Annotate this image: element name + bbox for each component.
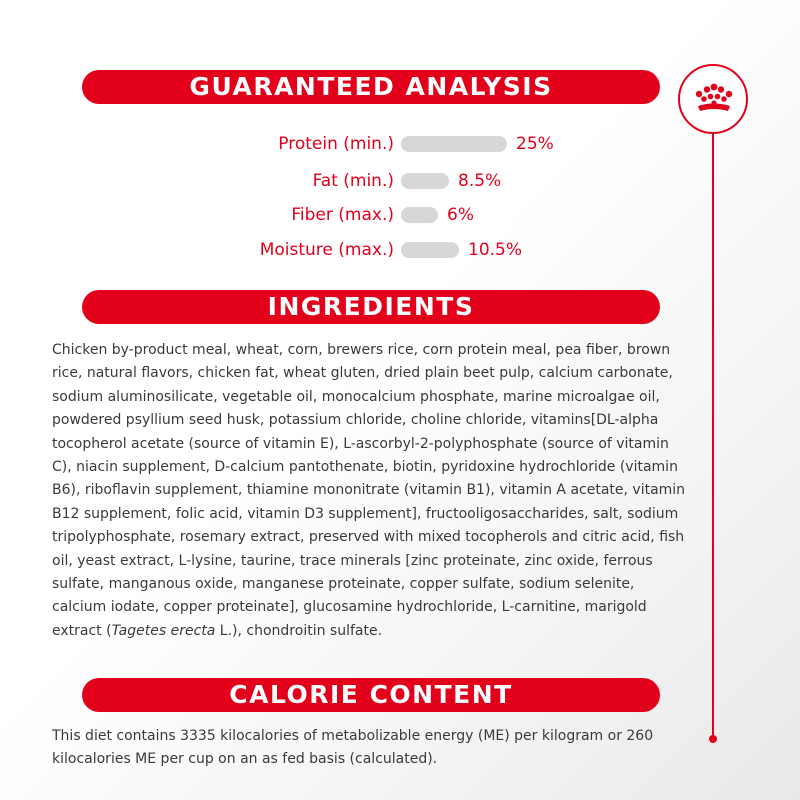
analysis-row-moisture	[0, 237, 800, 263]
analysis-bar	[401, 136, 507, 152]
ingredients-text-main: Chicken by-product meal, wheat, corn, brewers rice, corn protein meal, pea fiber, brown rice, natural flavors, chicken fat, wheat gluten, dried plain beet pulp, calcium carbonate, sodium aluminosilicate, vegetable oil, monocalcium phosphate, marine microalgae oil, powdered psyllium seed husk, potassium chloride, choline chloride, vitamins[DL-alpha tocopherol acetate (source of vitamin E), L-ascorbyl-2-polyphosphate (source of vitamin C), niacin supplement, D-calcium pantothenate, biotin, pyridoxine hydrochloride (vitamin B6), riboflavin supplement, thiamine mononitrate (vitamin B1), vitamin A acetate, vitamin B12 supplement, folic acid, vitamin D3 supplement], fructooligosaccharides, salt, sodium tripolyphosphate, rosemary extract, preserved with mixed tocopherols and citric acid, fish oil, yeast extract, L-lysine, taurine, trace minerals [zinc proteinate, zinc oxide, ferrous sulfate, manganous oxide, manganese proteinate, copper sulfate, sodium selenite, calcium iodate, copper proteinate], glucosamine hydrochloride, L-carnitine, marigold extract (	[52, 342, 686, 639]
calorie-content-text: This diet contains 3335 kilocalories of metabolizable energy (ME) per kilogram or 260 kilocalories ME per cup on an as fed basis (calculated).	[52, 728, 654, 768]
analysis-bar	[401, 173, 449, 189]
analysis-label: Moisture (max.)	[259, 240, 394, 260]
analysis-bar	[401, 207, 438, 223]
analysis-row-fat	[0, 168, 800, 194]
crown-icon	[692, 80, 736, 120]
calorie-content-header: CALORIE CONTENT	[82, 678, 660, 712]
analysis-value: 10.5%	[468, 240, 523, 260]
analysis-bar	[401, 242, 459, 258]
analysis-value: 25%	[516, 134, 554, 154]
analysis-value: 8.5%	[458, 171, 502, 191]
ingredients-header: INGREDIENTS	[82, 290, 660, 324]
ingredients-text	[52, 339, 692, 643]
ingredients-scientific-name: Tagetes erecta	[111, 622, 216, 639]
analysis-label: Protein (min.)	[278, 134, 394, 154]
analysis-row-protein	[0, 131, 800, 157]
analysis-label: Fiber (max.)	[291, 205, 394, 225]
timeline-end-dot	[709, 735, 717, 743]
brand-logo	[678, 64, 748, 134]
guaranteed-analysis-header: GUARANTEED ANALYSIS	[82, 70, 660, 104]
analysis-value: 6%	[447, 205, 474, 225]
analysis-row-fiber	[0, 202, 800, 228]
analysis-label: Fat (min.)	[312, 171, 394, 191]
ingredients-text-end: L.), chondroitin sulfate.	[215, 622, 383, 639]
